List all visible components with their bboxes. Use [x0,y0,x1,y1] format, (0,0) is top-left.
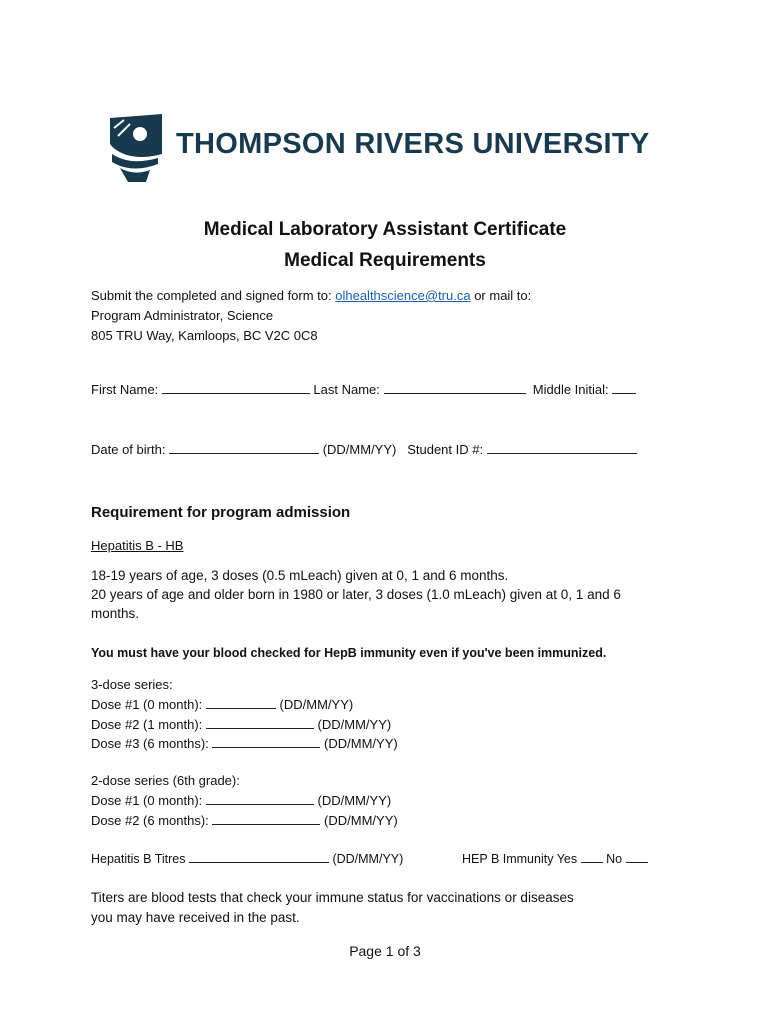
tru-logo-icon [110,114,162,187]
three-dose-row-1: Dose #1 (0 month): (DD/MM/YY) [91,697,354,712]
two-dose-2-date-field[interactable] [212,812,320,825]
dob-row: Date of birth: (DD/MM/YY) Student ID #: [91,441,637,457]
two-dose-row-1: Dose #1 (0 month): (DD/MM/YY) [91,793,392,808]
titers-explanation-1: Titers are blood tests that check your immune status for vaccinations or diseases [91,890,574,905]
titres-date-field[interactable] [189,850,329,863]
three-dose-row-2: Dose #2 (1 month): (DD/MM/YY) [91,717,392,732]
dose-2-date-field[interactable] [206,716,314,729]
name-row: First Name: Last Name: Middle Initial: [91,381,636,397]
middle-initial-field[interactable] [612,381,636,394]
last-name-field[interactable] [384,381,526,394]
form-title: Medical Laboratory Assistant Certificate [203,219,567,240]
form-subtitle: Medical Requirements [284,250,486,271]
immunity-yes-field[interactable] [581,850,603,863]
requirement-line-3: months. [91,606,140,621]
dob-field[interactable] [169,441,319,454]
three-dose-label: 3-dose series: [91,677,173,692]
address-line-1: Program Administrator, Science [91,308,274,323]
student-id-field[interactable] [487,441,637,454]
immunity-no-field[interactable] [626,850,648,863]
hepatitis-b-subheading: Hepatitis B - HB [91,538,184,553]
titres-row: Hepatitis B Titres (DD/MM/YY) [91,852,404,866]
three-dose-row-3: Dose #3 (6 months): (DD/MM/YY) [91,736,398,751]
university-name: THOMPSON RIVERS UNIVERSITY [176,128,650,160]
two-dose-label: 2-dose series (6th grade): [91,773,240,788]
dose-1-date-field[interactable] [206,696,276,709]
address-line-2: 805 TRU Way, Kamloops, BC V2C 0C8 [91,328,318,343]
dose-3-date-field[interactable] [212,735,320,748]
immunity-notice: You must have your blood checked for HepB immunity even if you've been immunized. [91,646,607,660]
immunity-row: HEP B Immunity Yes No [462,850,648,866]
requirement-line-2: 20 years of age and older born in 1980 or later, 3 doses (1.0 mLeach) given at 0, 1 and 6 [91,587,621,602]
page-number: Page 1 of 3 [349,943,421,959]
two-dose-row-2: Dose #2 (6 months): (DD/MM/YY) [91,813,398,828]
titers-explanation-2: you may have received in the past. [91,910,300,925]
first-name-field[interactable] [162,381,310,394]
requirements-heading: Requirement for program admission [91,504,351,521]
requirement-line-1: 18-19 years of age, 3 doses (0.5 mLeach) given at 0, 1 and 6 months. [91,568,509,583]
submit-instructions: Submit the completed and signed form to: olhealthscience@tru.ca or mail to: [91,288,532,303]
email-link[interactable]: olhealthscience@tru.ca [335,288,471,303]
two-dose-1-date-field[interactable] [206,792,314,805]
